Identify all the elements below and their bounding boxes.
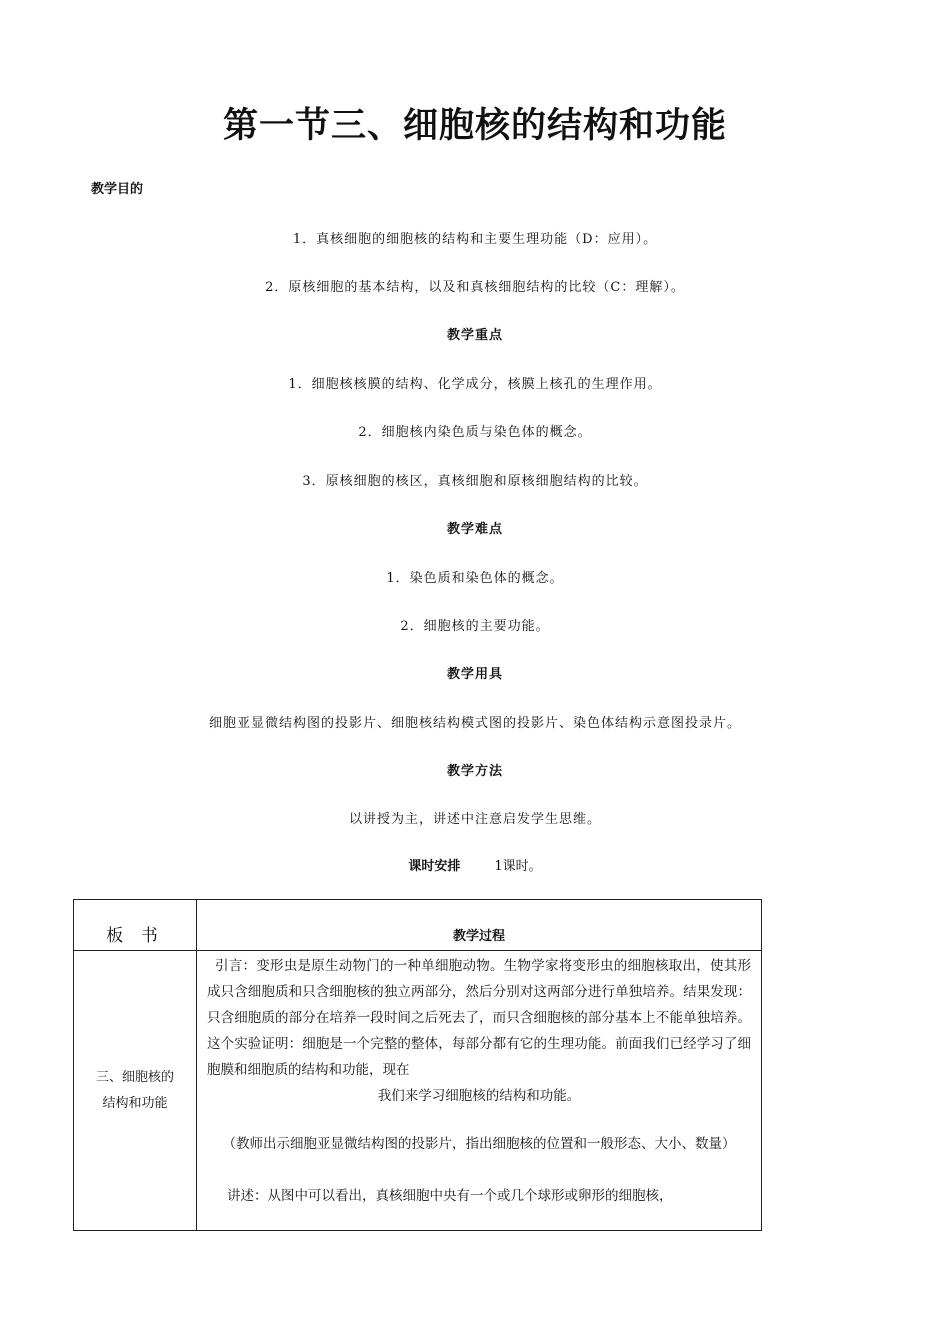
schedule-line xyxy=(0,855,950,874)
table-row xyxy=(74,951,762,1231)
schedule-label: 课时安排 xyxy=(408,859,461,874)
intro-paragraph-end: 我们来学习细胞核的结构和功能。 xyxy=(377,1088,581,1104)
process-header-cell xyxy=(197,900,762,951)
difficulties-heading: 教学难点 xyxy=(446,522,503,537)
table-header-row xyxy=(74,900,762,951)
key-points-heading: 教学重点 xyxy=(446,328,503,343)
tools-heading: 教学用具 xyxy=(446,667,503,682)
process-header: 教学过程 xyxy=(452,929,505,944)
key-point-item: 1．细胞核核膜的结构、化学成分，核膜上核孔的生理作用。 xyxy=(288,377,662,392)
difficulty-item: 2．细胞核的主要功能。 xyxy=(400,619,550,634)
board-header-cell xyxy=(74,900,197,951)
objectives-heading: 教学目的 xyxy=(91,182,144,197)
tools-text: 细胞亚显微结构图的投影片、细胞核结构模式图的投影片、染色体结构示意图投录片。 xyxy=(208,716,741,731)
objective-item: 2．原核细胞的基本结构，以及和真核细胞结构的比较（C：理解）。 xyxy=(265,280,685,295)
difficulty-item: 1．染色质和染色体的概念。 xyxy=(386,571,564,586)
objective-item: 1．真核细胞的细胞核的结构和主要生理功能（D：应用）。 xyxy=(292,232,658,247)
teacher-action-note: （教师出示细胞亚显微结构图的投影片，指出细胞核的位置和一般形态、大小、数量） xyxy=(222,1136,736,1152)
method-text: 以讲授为主，讲述中注意启发学生思维。 xyxy=(348,812,601,827)
intro-paragraph: 引言：变形虫是原生动物门的一种单细胞动物。生物学家将变形虫的细胞核取出，使其形成只含细胞质和只含细胞核的独立两部分，然后分别对这两部分进行单独培养。结果发现：只含细胞质的部分在培养一段时间之后死去了，而只含细胞核的部分基本上不能单独培养。这个实验证明：细胞是一个完整的整体，每部分都有它的生理功能。前面我们已经学习了细胞膜和细胞质的结构和功能，现在 xyxy=(207,958,751,1078)
key-point-item: 3．原核细胞的核区，真核细胞和原核细胞结构的比较。 xyxy=(302,474,648,489)
method-heading: 教学方法 xyxy=(446,764,503,779)
lesson-table xyxy=(73,899,762,1231)
page-title: 第一节三、细胞核的结构和功能 xyxy=(222,106,727,146)
board-text-line: 三、细胞核的 xyxy=(95,1069,174,1085)
process-cell xyxy=(197,951,762,1231)
schedule-value: 1课时。 xyxy=(494,859,542,874)
board-text-line: 结构和功能 xyxy=(102,1095,168,1111)
board-header: 板 书 xyxy=(106,926,164,946)
board-cell xyxy=(74,951,197,1231)
key-point-item: 2．细胞核内染色质与染色体的概念。 xyxy=(358,425,592,440)
lecture-paragraph: 讲述：从图中可以看出，真核细胞中央有一个或几个球形或卵形的细胞核， xyxy=(227,1188,673,1204)
